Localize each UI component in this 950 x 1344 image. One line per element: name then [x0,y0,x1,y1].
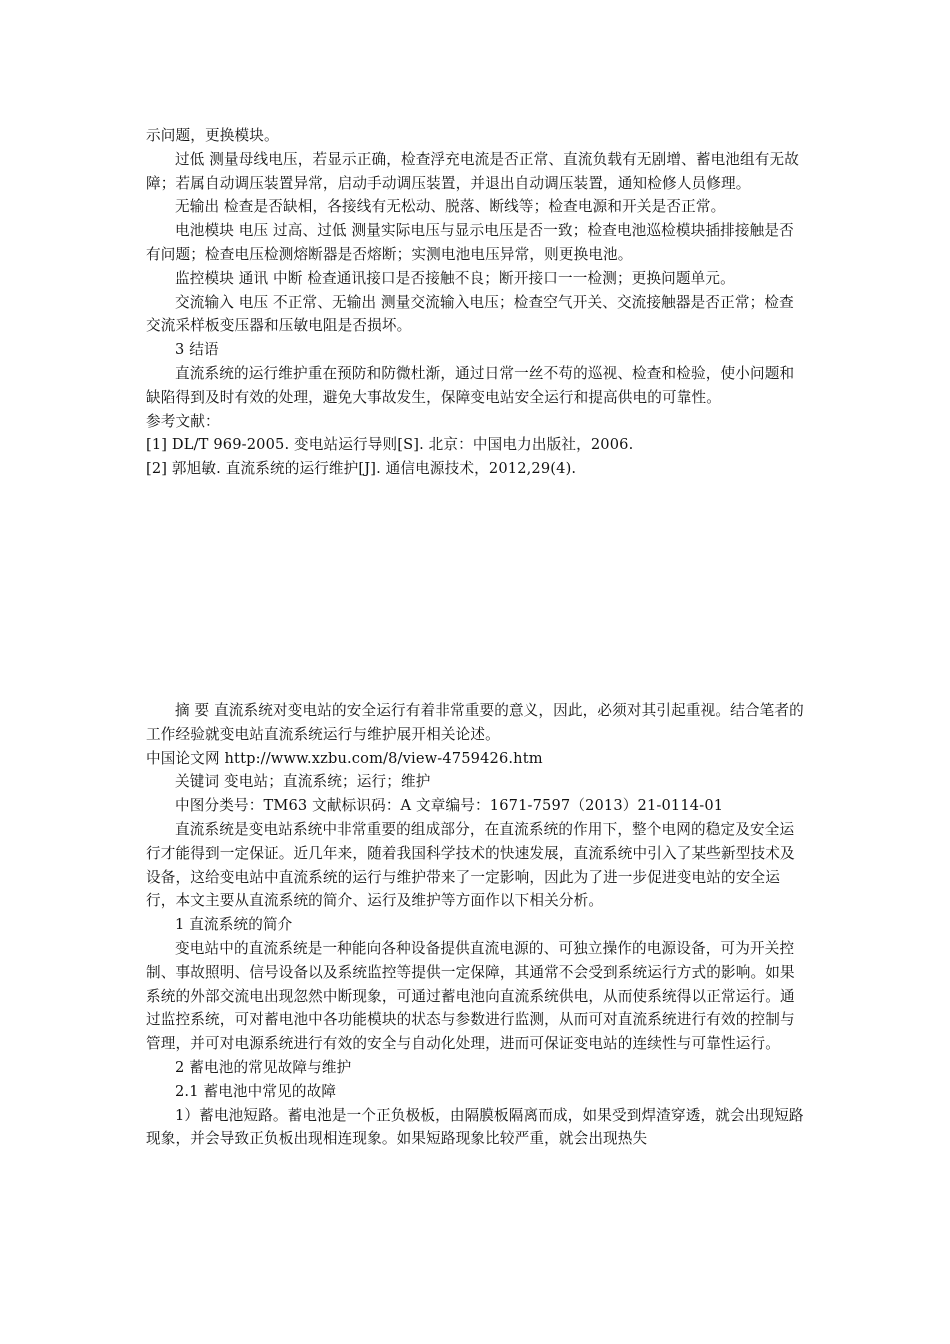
paragraph: 2.1 蓄电池中常见的故障 [175,1082,337,1100]
paragraph: 变电站中的直流系统是一种能向各种设备提供直流电源的、可独立操作的电源设备，可为开关控制、事故照明、信号设备以及系统监控等提供一定保障，其通常不会受到系统运行方式的影响。如果系统的外部交流电出现忽然中断现象，可通过蓄电池向直流系统供电，从而使系统得以正常运行。通过监控系统，可对蓄电池中各功能模块的状态与参数进行监测，从而可对直流系统进行有效的控制与管理，并可对电源系统进行有效的安全与自动化处理，进而可保证变电站的连续性与可靠性运行。 [146,939,795,1053]
paragraph: [2] 郭旭敏. 直流系统的运行维护[J]. 通信电源技术，2012,29(4). [146,460,577,478]
paragraph: 1）蓄电池短路。蓄电池是一个正负极板，由隔膜板隔离而成，如果受到焊渣穿透，就会出现短路现象，并会导致正负板出现相连现象。如果短路现象比较严重，就会出现热失 [146,1106,804,1148]
paragraph: 3 结语 [175,341,219,359]
paragraph: 交流输入 电压 不正常、无输出 测量交流输入电压；检查空气开关、交流接触器是否正常；检查交流采样板变压器和压敏电阻是否损坏。 [146,293,794,335]
paragraph: [1] DL/T 969-2005. 变电站运行导则[S]. 北京：中国电力出版社，2006. [146,436,634,454]
paragraph: 关键词 变电站；直流系统；运行；维护 [175,773,431,791]
paragraph: 电池模块 电压 过高、过低 测量实际电压与显示电压是否一致；检查电池巡检模块插排接触是否有问题；检查电压检测熔断器是否熔断；实测电池电压异常，则更换电池。 [146,222,794,263]
top-text-block [146,124,806,481]
paragraph: 直流系统是变电站系统中非常重要的组成部分，在直流系统的作用下，整个电网的稳定及安全运行才能得到一定保证。近几年来，随着我国科学技术的快速发展，直流系统中引入了某些新型技术及设备，这给变电站中直流系统的运行与维护带来了一定影响，因此为了进一步促进变电站的安全运行，本文主要从直流系统的简介、运行及维护等方面作以下相关分析。 [146,820,795,910]
bottom-text-block [146,699,806,1151]
paragraph: 示问题，更换模块。 [146,127,279,144]
paragraph: 过低 测量母线电压，若显示正确，检查浮充电流是否正常、直流负载有无剧增、蓄电池组有无故障；若属自动调压装置异常，启动手动调压装置，并退出自动调压装置，通知检修人员修理。 [146,150,800,192]
paragraph: 直流系统的运行维护重在预防和防微杜渐，通过日常一丝不苟的巡视、检查和检验，使小问题和缺陷得到及时有效的处理，避免大事故发生，保障变电站安全运行和提高供电的可靠性。 [146,364,795,406]
paragraph: 摘 要 直流系统对变电站的安全运行有着非常重要的意义，因此，必须对其引起重视。结合笔者的工作经验就变电站直流系统运行与维护展开相关论述。 [146,702,804,743]
paragraph: 中国论文网 http://www.xzbu.com/8/view-4759426.htm [146,749,543,767]
paragraph: 中图分类号：TM63 文献标识码：A 文章编号：1671-7597（2013）21-0114-01 [175,797,724,815]
paragraph: 监控模块 通讯 中断 检查通讯接口是否接触不良；断开接口一一检测；更换问题单元。 [175,269,735,287]
paragraph: 2 蓄电池的常见故障与维护 [175,1058,352,1076]
paragraph: 1 直流系统的简介 [175,916,293,934]
paragraph: 无输出 检查是否缺相，各接线有无松动、脱落、断线等；检查电源和开关是否正常。 [175,198,726,216]
paragraph: 参考文献： [146,412,220,430]
